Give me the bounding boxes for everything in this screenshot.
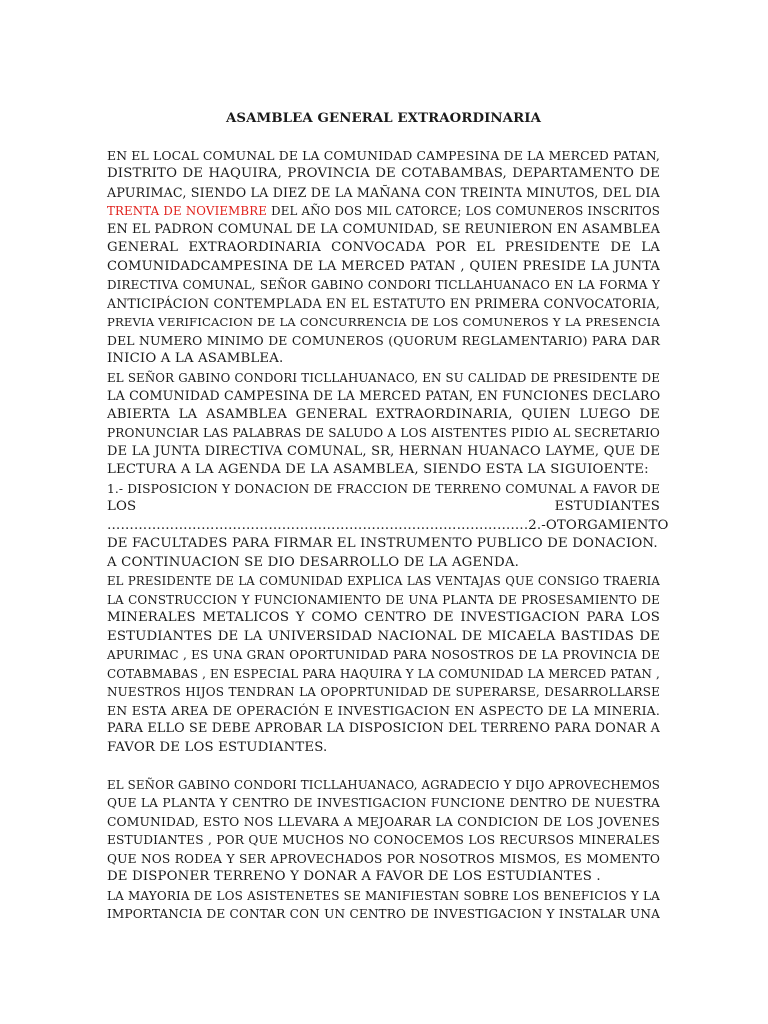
dotted-leader: ………………………………………………………………………………….2.- [107, 517, 546, 533]
paragraph-opening [107, 147, 660, 369]
text-line: EN EL LOCAL COMUNAL DE LA COMUNIDAD CAMPESINA DE LA MERCED PATAN, [107, 147, 660, 163]
text-line: EN ESTA AREA DE OPERACIÓN E INVESTIGACION EN ASPECTO DE LA MINERIA. [107, 702, 660, 718]
text-line: QUE LA PLANTA Y CENTRO DE INVESTIGACION FUNCIONE DENTRO DE NUESTRA [107, 796, 660, 810]
agenda-item-1: 1.- DISPOSICION Y DONACION DE FRACCION DE TERRENO COMUNAL A FAVOR DE [107, 481, 660, 496]
text-line: DE FACULTADES PARA FIRMAR EL INSTRUMENTO PUBLICO DE DONACION. [107, 536, 658, 551]
text-line: GENERAL EXTRAORDINARIA CONVOCADA POR EL PRESIDENTE DE LA [107, 240, 660, 255]
text-line: APURIMAC, SIENDO LA DIEZ DE LA MAÑANA CON TREINTA MINUTOS, DEL DIA [107, 184, 660, 200]
text-line: LECTURA A LA AGENDA DE LA ASAMBLEA, SIENDO ESTA LA SIGUIOENTE: [107, 462, 649, 477]
text-line: DISTRITO DE HAQUIRA, PROVINCIA DE COTABAMBAS, DEPARTAMENTO DE [107, 166, 660, 181]
text-line: INICIO A LA ASAMBLEA. [107, 351, 284, 366]
paragraph-explanation [107, 572, 660, 757]
document-page [107, 110, 669, 924]
highlighted-date: TRENTA DE NOVIEMBRE [107, 204, 268, 218]
text-line: PRONUNCIAR LAS PALABRAS DE SALUDO A LOS AISTENTES PIDIO AL SECRETARIO [107, 426, 660, 440]
text-line: QUE NOS RODEA Y SER APROVECHADOS POR NOSOTROS MISMOS, ES MOMENTO [107, 851, 660, 866]
paragraph-gratitude [107, 776, 660, 887]
agenda-list [107, 480, 669, 573]
text-line: LA MAYORIA DE LOS ASISTENETES SE MANIFIESTAN SOBRE LOS BENEFICIOS Y LA [107, 888, 660, 903]
text-line: COMUNIDAD, ESTO NOS LLEVARA A MEJOARAR LA CONDICION DE LOS JOVENES [107, 814, 660, 829]
agenda-item-1-continuation [107, 498, 660, 517]
text-line: ESTUDIANTES , POR QUE MUCHOS NO CONOCEMOS LOS RECURSOS MINERALES [107, 833, 660, 847]
text-line: PREVIA VERIFICACION DE LA CONCURRENCIA DE LOS COMUNEROS Y LA PRESENCIA [107, 315, 660, 329]
text-line: ABIERTA LA ASAMBLEA GENERAL EXTRAORDINARIA, QUIEN LUEGO DE [107, 406, 660, 422]
text-line: IMPORTANCIA DE CONTAR CON UN CENTRO DE INVESTIGACION Y INSTALAR UNA [107, 907, 660, 921]
text-line: PARA ELLO SE DEBE APROBAR LA DISPOSICION DEL TERRENO PARA DONAR A [107, 721, 660, 736]
text-line: DE LA JUNTA DIRECTIVA COMUNAL, SR, HERNAN HUANACO LAYME, QUE DE [107, 443, 660, 459]
text-fragment: LOS [107, 499, 137, 514]
text-line: A CONTINUACION SE DIO DESARROLLO DE LA AGENDA. [107, 554, 519, 570]
text-line: LA CONSTRUCCION Y FUNCIONAMIENTO DE UNA PLANTA DE PROSESAMIENTO DE [107, 592, 660, 607]
text-line: ANTICIPÁCION CONTEMPLADA EN EL ESTATUTO EN PRIMERA CONVOCATORIA, [107, 295, 660, 311]
text-line: EN EL PADRON COMUNAL DE LA COMUNIDAD, SE REUNIERON EN ASAMBLEA [107, 221, 661, 237]
text-fragment: OTORGAMIENTO [545, 517, 669, 533]
text-line: DE DISPONER TERRENO Y DONAR A FAVOR DE LOS ESTUDIANTES . [107, 869, 601, 884]
text-line: ESTUDIANTES DE LA UNIVERSIDAD NACIONAL DE MICAELA BASTIDAS DE [107, 628, 660, 644]
paragraph-majority [107, 887, 660, 924]
text-line: EL SEÑOR GABINO CONDORI TICLLAHUANACO, AGRADECIO Y DIJO APROVECHEMOS [107, 777, 660, 792]
text-line: LA COMUNIDAD CAMPESINA DE LA MERCED PATAN, EN FUNCIONES DECLARO [107, 388, 661, 403]
text-line: EL PRESIDENTE DE LA COMUNIDAD EXPLICA LAS VENTAJAS QUE CONSIGO TRAERIA [107, 574, 660, 588]
text-line: MINERALES METALICOS Y COMO CENTRO DE INVESTIGACION PARA LOS [107, 610, 660, 625]
text-line-with-date [107, 202, 660, 221]
text-fragment: DEL AÑO DOS MIL CATORCE; LOS COMUNEROS INSCRITOS [267, 204, 660, 218]
agenda-item-2 [107, 517, 669, 536]
text-line: NUESTROS HIJOS TENDRAN LA OPOPRTUNIDAD DE SUPERARSE, DESARROLLARSE [107, 685, 660, 699]
text-line: DIRECTIVA COMUNAL, SEÑOR GABINO CONDORI TICLLAHUANACO EN LA FORMA Y [107, 278, 660, 292]
text-line: COMUNIDADCAMPESINA DE LA MERCED PATAN , QUIEN PRESIDE LA JUNTA [107, 258, 660, 274]
text-line: EL SEÑOR GABINO CONDORI TICLLAHUANACO, EN SU CALIDAD DE PRESIDENTE DE [107, 370, 660, 385]
document-title: ASAMBLEA GENERAL EXTRAORDINARIA [225, 111, 541, 126]
text-line: DEL NUMERO MINIMO DE COMUNEROS (QUORUM REGLAMENTARIO) PARA DAR [107, 332, 660, 348]
paragraph-president [107, 369, 660, 480]
text-line: FAVOR DE LOS ESTUDIANTES. [107, 739, 328, 755]
text-fragment: ESTUDIANTES [554, 499, 660, 514]
text-line: APURIMAC , ES UNA GRAN OPORTUNIDAD PARA NOSOSTROS DE LA PROVINCIA DE [107, 648, 660, 662]
text-line: COTABMABAS , EN ESPECIAL PARA HAQUIRA Y LA COMUNIDAD LA MERCED PATAN , [107, 666, 660, 681]
